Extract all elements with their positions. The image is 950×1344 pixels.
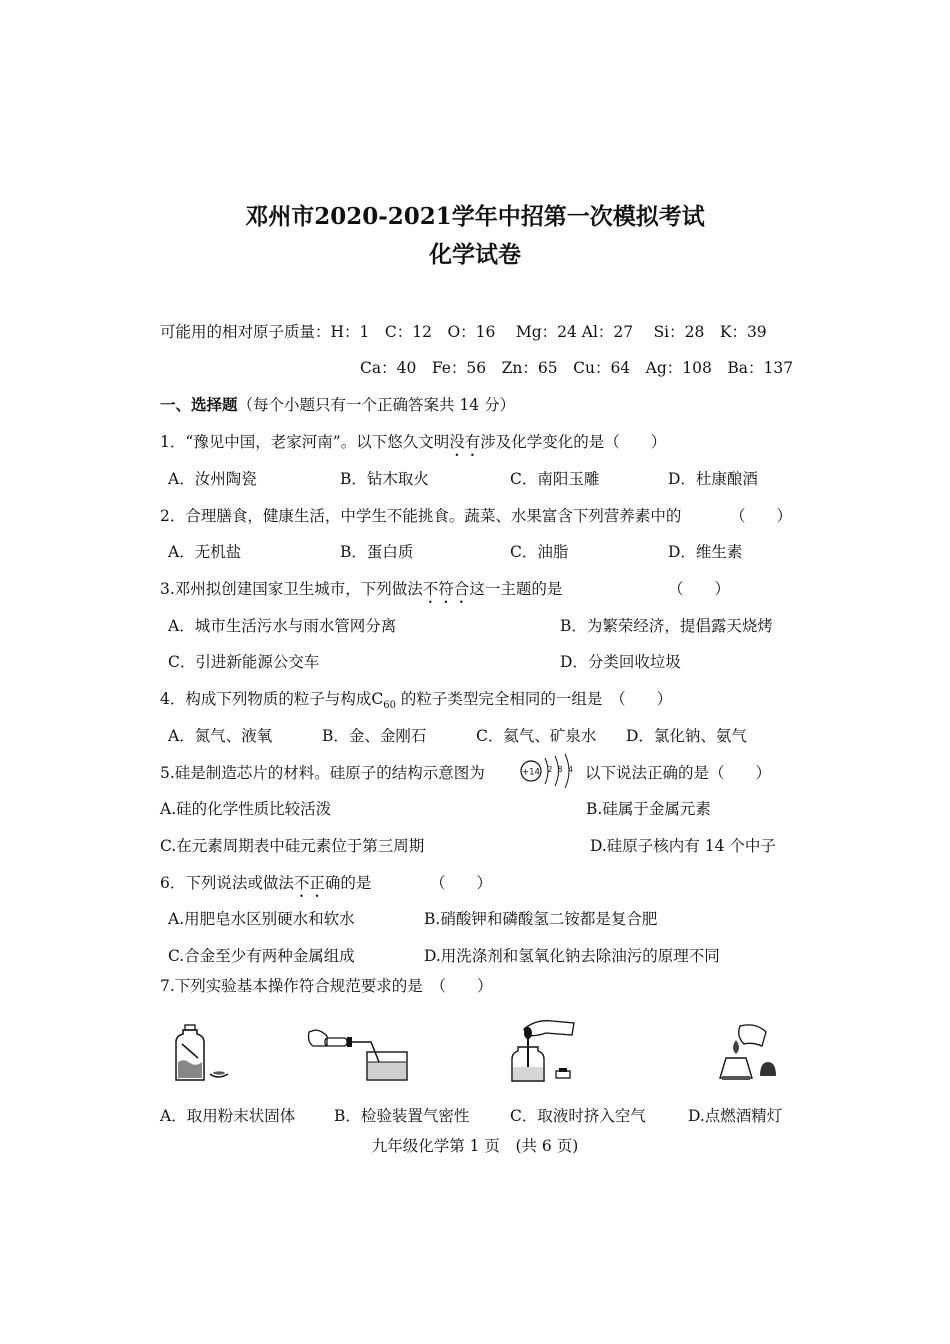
lamp-1-base xyxy=(722,1076,750,1080)
dropper-bulb xyxy=(524,1027,532,1039)
question-5-stem-pre: 5.硅是制造芯片的材料。硅原子的结构示意图为 xyxy=(160,764,485,782)
q6-option-a: A.用肥皂水区别硬水和软水 xyxy=(168,910,355,928)
question-6-stem xyxy=(160,871,371,901)
q1-option-b: B．钻木取火 xyxy=(340,470,429,488)
q3-stem-post: 这一主题的是 xyxy=(469,580,563,598)
lamp-2 xyxy=(760,1062,776,1076)
q6-option-c: C.合金至少有两种金属组成 xyxy=(168,947,355,965)
q4-option-d: D．氯化钠、氨气 xyxy=(626,727,747,745)
q3-stem-pre: 3.邓州拟创建国家卫生城市，下列做法 xyxy=(160,580,423,598)
q4-option-b: B．金、金刚石 xyxy=(322,727,427,745)
question-1-stem xyxy=(160,430,666,460)
page-footer: 九年级化学第 1 页 (共 6 页) xyxy=(371,1137,579,1155)
exam-subtitle: 化学试卷 xyxy=(429,241,521,268)
q1-option-c: C．南阳玉雕 xyxy=(510,470,600,488)
question-4-stem xyxy=(160,687,672,711)
q6-stem-pre: 6．下列说法或做法 xyxy=(160,874,294,892)
figure-c-dropper xyxy=(506,1015,578,1085)
stopper xyxy=(347,1037,352,1047)
q3-option-a: A．城市生活污水与雨水管网分离 xyxy=(168,617,397,635)
atomic-mass-line-2: Ca：40 Fe：56 Zn：65 Cu：64 Ag：108 Ba：137 xyxy=(360,359,794,377)
q5-option-b: B.硅属于金属元素 xyxy=(586,800,711,818)
q5-option-c: C.在元素周期表中硅元素位于第三周期 xyxy=(160,837,425,855)
trough-water xyxy=(368,1062,406,1079)
q4-stem-post: 的粒子类型完全相同的一组是 （ ） xyxy=(395,690,673,708)
q6-option-b: B.硝酸钾和磷酸氢二铵都是复合肥 xyxy=(424,910,658,928)
silicon-atom-structure-diagram xyxy=(518,752,580,790)
hand xyxy=(309,1030,328,1046)
bottle-liquid xyxy=(513,1067,543,1080)
q3-answer-bracket: （ ） xyxy=(668,580,731,598)
q6-answer-bracket: （ ） xyxy=(430,874,493,892)
q1-option-d: D．杜康酿酒 xyxy=(668,470,758,488)
section-note: （每个小题只有一个正确答案共 14 分） xyxy=(237,396,516,414)
nucleus-charge-label: +14 xyxy=(522,767,540,778)
q5-option-a: A.硅的化学性质比较活泼 xyxy=(160,800,332,818)
spatula xyxy=(182,1044,198,1058)
bottle-powder xyxy=(178,1060,202,1078)
test-tube xyxy=(325,1038,347,1046)
q4-subscript: 60 xyxy=(383,700,396,712)
section-title: 一、选择题 xyxy=(160,395,238,414)
hand-d xyxy=(739,1025,766,1046)
q4-option-c: C．氦气、矿泉水 xyxy=(476,727,597,745)
shell-2-electrons: 8 xyxy=(557,765,563,774)
q2-option-d: D．维生素 xyxy=(668,543,743,561)
q2-answer-bracket: （ ） xyxy=(730,507,793,525)
q2-option-a: A．无机盐 xyxy=(168,543,242,561)
q3-option-b: B．为繁荣经济，提倡露天烧烤 xyxy=(560,617,773,635)
bottle-stopper-c xyxy=(556,1071,570,1078)
atomic-mass-line-1: 可能用的相对原子质量：H：1 C：12 O：16 Mg：24 Al：27 Si：28 K：39 xyxy=(160,323,767,341)
q7-option-c: C．取液时挤入空气 xyxy=(510,1107,646,1125)
shell-1-electrons: 2 xyxy=(547,765,553,774)
exam-title: 邓州市2020-2021学年中招第一次模拟考试 xyxy=(245,203,705,230)
lamp-1 xyxy=(720,1058,752,1078)
shell-3-electrons: 4 xyxy=(568,765,573,774)
q3-option-d: D．分类回收垃圾 xyxy=(560,653,681,671)
q7-option-b: B．检验装置气密性 xyxy=(334,1107,470,1125)
q3-option-c: C．引进新能源公交车 xyxy=(168,653,320,671)
q6-emphasis: 不正 xyxy=(293,874,325,892)
section-heading xyxy=(160,393,515,415)
q3-emphasis: 不符合 xyxy=(422,580,470,598)
q1-emphasis: 没有 xyxy=(449,433,481,451)
stopper-knob-c xyxy=(559,1068,567,1072)
watch-glass-powder xyxy=(213,1071,225,1074)
figure-d-alcohol-lamp xyxy=(716,1022,784,1084)
question-2-stem: 2．合理膳食，健康生活，中学生不能挑食。蔬菜、水果富含下列营养素中的 xyxy=(160,507,682,525)
q2-option-c: C．油脂 xyxy=(510,543,569,561)
q6-stem-post: 确的是 xyxy=(324,874,372,892)
question-7-stem: 7.下列实验基本操作符合规范要求的是 （ ） xyxy=(160,977,493,995)
flame-d xyxy=(733,1040,739,1054)
q4-option-a: A．氮气、液氧 xyxy=(168,727,273,745)
q2-option-b: B．蛋白质 xyxy=(340,543,414,561)
figure-a-powder-bottle xyxy=(172,1022,234,1084)
q1-option-a: A．汝州陶瓷 xyxy=(168,470,257,488)
q7-option-d: D.点燃酒精灯 xyxy=(688,1107,783,1125)
q5-option-d: D.硅原子核内有 14 个中子 xyxy=(590,837,776,855)
q6-option-d: D.用洗涤剂和氢氧化钠去除油污的原理不同 xyxy=(424,947,720,965)
q1-stem-pre: 1．“豫见中国，老家河南”。以下悠久文明 xyxy=(160,433,450,451)
question-5-stem-post: 以下说法正确的是（ ） xyxy=(585,764,772,782)
q1-stem-post: 涉及化学变化的是（ ） xyxy=(480,433,667,451)
question-3-stem xyxy=(160,577,562,607)
q4-stem-pre: 4．构成下列物质的粒子与构成C xyxy=(160,690,384,708)
q7-option-a: A．取用粉末状固体 xyxy=(160,1107,296,1125)
figure-b-airtightness xyxy=(305,1022,411,1084)
